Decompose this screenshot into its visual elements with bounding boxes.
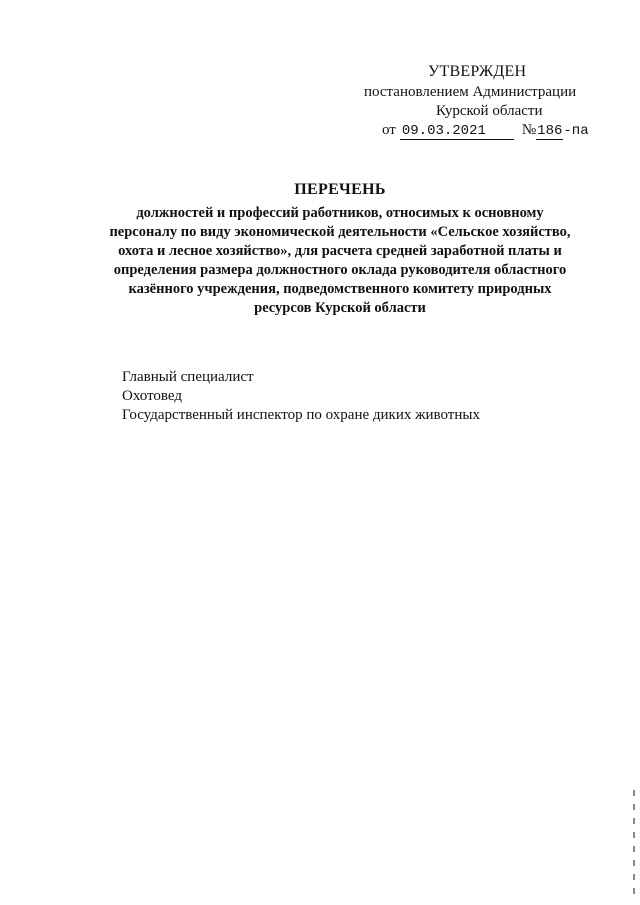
subtitle-line: должностей и профессий работников, относимых к основному bbox=[136, 205, 544, 221]
number-prefix: № bbox=[521, 122, 537, 138]
document-heading bbox=[80, 180, 600, 318]
date-prefix: от bbox=[382, 122, 396, 138]
list-item: Охотовед bbox=[122, 388, 183, 404]
document-title: ПЕРЕЧЕНЬ bbox=[294, 181, 386, 198]
approval-date-number-line bbox=[382, 121, 589, 141]
scan-artifact bbox=[633, 790, 635, 900]
approval-date: 09.03.2021 bbox=[400, 123, 514, 140]
subtitle-line: казённого учреждения, подведомственного комитету природных bbox=[128, 281, 552, 297]
number-suffix: -па bbox=[563, 123, 589, 139]
approval-issuer-line: постановлением Администрации bbox=[364, 84, 577, 100]
approval-region-line: Курской области bbox=[436, 103, 543, 119]
positions-list bbox=[122, 368, 480, 425]
approval-title: УТВЕРЖДЕН bbox=[428, 63, 527, 80]
document-subtitle bbox=[80, 204, 600, 318]
subtitle-line: охота и лесное хозяйство», для расчета средней заработной платы и bbox=[118, 243, 562, 259]
subtitle-line: персоналу по виду экономической деятельности «Сельское хозяйство, bbox=[109, 224, 571, 240]
subtitle-line: определения размера должностного оклада руководителя областного bbox=[113, 262, 567, 278]
subtitle-line: ресурсов Курской области bbox=[254, 300, 426, 316]
approval-number: 186 bbox=[537, 123, 563, 139]
list-item: Главный специалист bbox=[122, 369, 254, 385]
list-item: Государственный инспектор по охране диких животных bbox=[122, 407, 480, 423]
